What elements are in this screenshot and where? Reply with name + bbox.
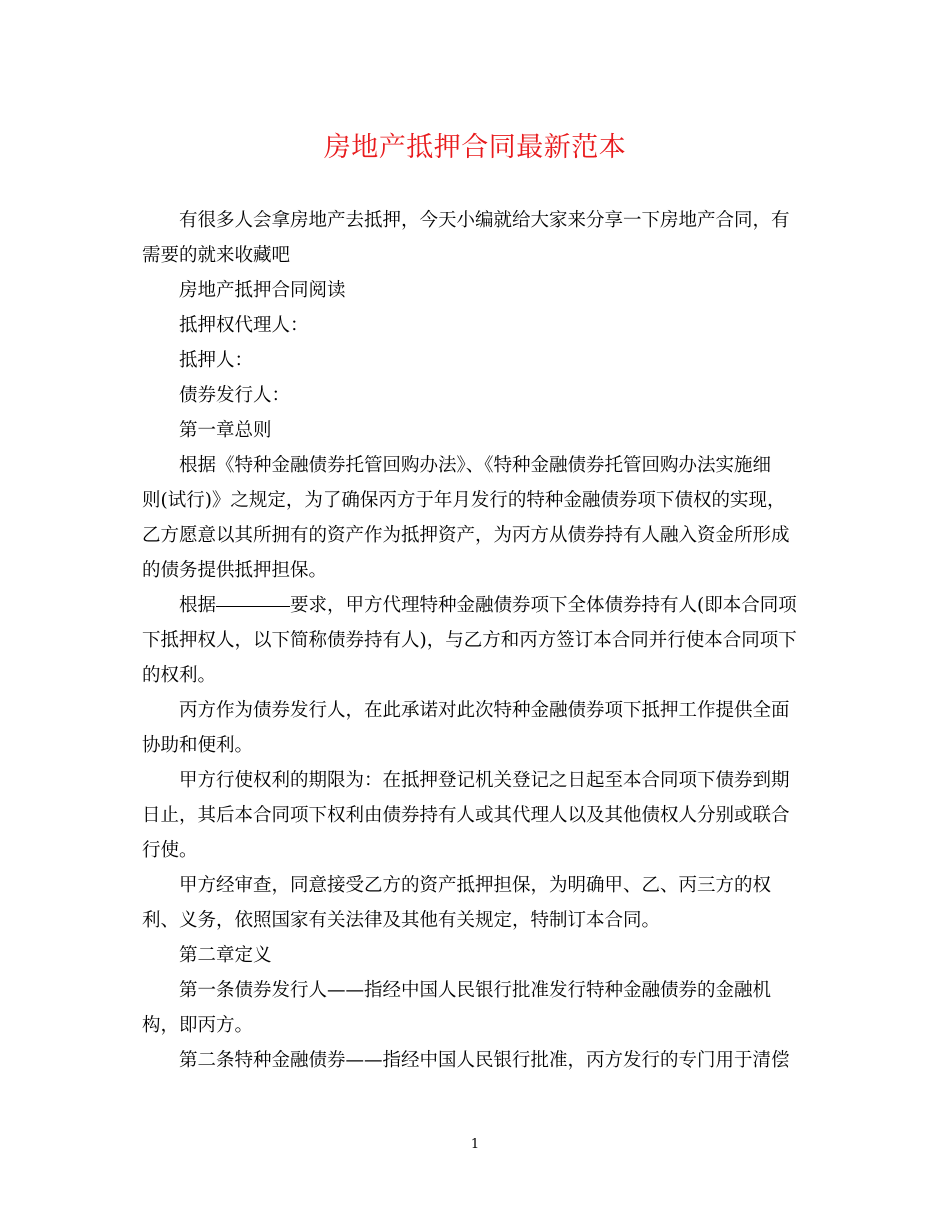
text-line: 有很多人会拿房地产去抵押，今天小编就给大家来分享一下房地产合同，有	[179, 210, 790, 231]
text-line: 甲方行使权利的期限为：在抵押登记机关登记之日起至本合同项下债券到期	[179, 770, 790, 791]
paragraph	[142, 273, 806, 308]
document-body	[142, 203, 806, 1078]
paragraph	[142, 308, 806, 343]
fill-in-blank	[216, 605, 290, 607]
text-line: 下抵押权人，以下简称债券持有人)，与乙方和丙方签订本合同并行使本合同项下	[142, 630, 797, 651]
page-number: 1	[470, 1137, 480, 1152]
text-line: 第一条债券发行人——指经中国人民银行批准发行特种金融债券的金融机	[179, 980, 772, 1001]
text-line: 日止，其后本合同项下权利由债券持有人或其代理人以及其他债权人分别或联合	[142, 805, 790, 826]
paragraph	[142, 693, 806, 763]
paragraph	[142, 343, 806, 378]
chapter-heading	[142, 938, 806, 973]
text-line: 第二章定义	[179, 945, 272, 966]
text-line: 利、义务，依照国家有关法律及其他有关规定，特制订本合同。	[142, 910, 661, 931]
paragraph	[142, 448, 806, 588]
paragraph	[142, 378, 806, 413]
text-line: 的权利。	[142, 665, 217, 686]
text-line: 乙方愿意以其所拥有的资产作为抵押资产，为丙方从债券持有人融入资金所形成	[142, 525, 790, 546]
text-line: 抵押权代理人：	[179, 315, 309, 336]
text-line: 抵押人：	[179, 350, 254, 371]
paragraph	[142, 763, 806, 868]
text-line: 需要的就来收藏吧	[142, 245, 291, 266]
document-title: 房地产抵押合同最新范本	[323, 132, 627, 163]
text-fragment: 根据	[179, 595, 217, 616]
text-line: 房地产抵押合同阅读	[179, 280, 346, 301]
text-line: 则(试行)》之规定，为了确保丙方于年月发行的特种金融债券项下债权的实现，	[142, 490, 786, 511]
paragraph	[142, 1043, 806, 1078]
text-line: 根据《特种金融债券托管回购办法》、《特种金融债券托管回购办法实施细	[179, 455, 772, 476]
text-line: 构，即丙方。	[142, 1015, 254, 1036]
text-line: 甲方经审查，同意接受乙方的资产抵押担保，为明确甲、乙、丙三方的权	[179, 875, 772, 896]
paragraph	[142, 868, 806, 938]
chapter-heading	[142, 413, 806, 448]
text-line: 第二条特种金融债券——指经中国人民银行批准，丙方发行的专门用于清偿	[179, 1050, 790, 1071]
text-line: 行使。	[142, 840, 198, 861]
text-line: 债券发行人：	[179, 385, 291, 406]
text-line: 的债务提供抵押担保。	[142, 560, 328, 581]
paragraph	[142, 973, 806, 1043]
text-line	[142, 588, 806, 623]
paragraph	[142, 588, 806, 693]
text-fragment: 要求，甲方代理特种金融债券项下全体债券持有人(即本合同项	[290, 595, 797, 616]
text-line: 丙方作为债券发行人，在此承诺对此次特种金融债券项下抵押工作提供全面	[179, 700, 790, 721]
text-line: 协助和便利。	[142, 735, 254, 756]
intro-paragraph	[142, 203, 806, 273]
text-line: 第一章总则	[179, 420, 272, 441]
